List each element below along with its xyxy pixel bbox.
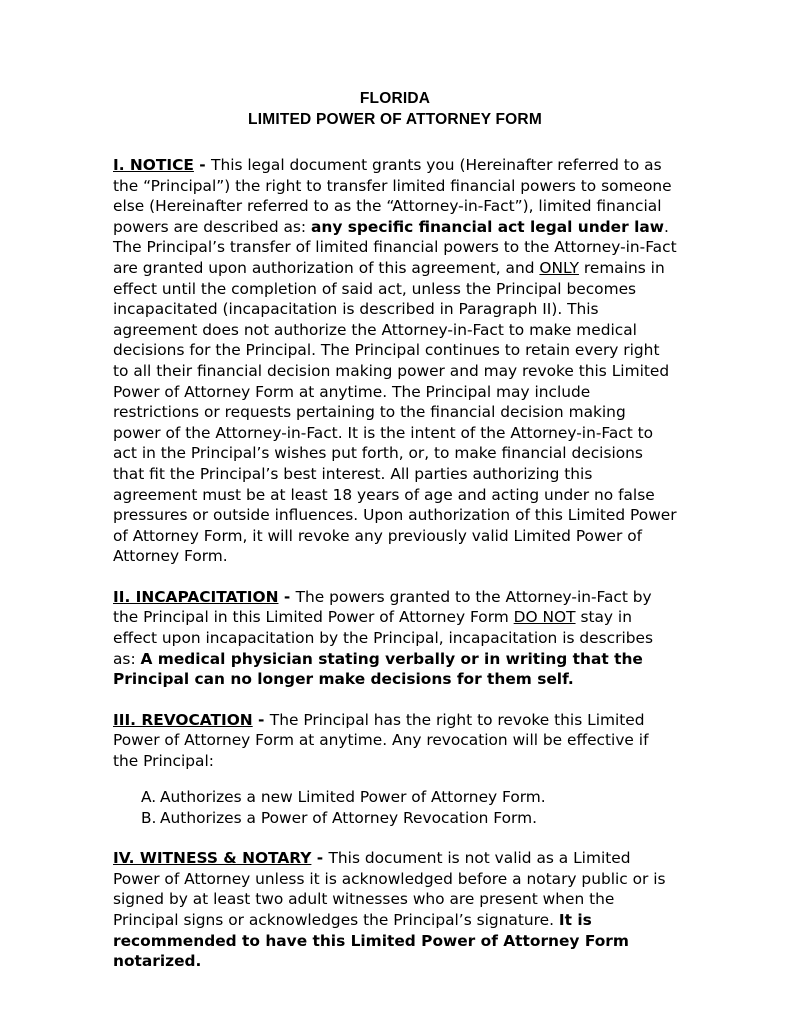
section-incapacitation-bold-phrase: A medical physician stating verbally or in writing that the Principal can no longer make decisions for them self. [113, 649, 643, 689]
list-item-text: Authorizes a Power of Attorney Revocation Form. [160, 808, 537, 827]
list-item-marker: A. [141, 788, 157, 807]
section-incapacitation-heading: II. INCAPACITATION [113, 587, 279, 606]
document-title-line-2: LIMITED POWER OF ATTORNEY FORM [248, 111, 542, 128]
section-notice-text-1: This legal document grants you (Hereinafter referred to as the “Principal”) the right to transfer limited financial powers to someone else (Hereinafter referred to as the “Attorney-in-Fact”), limited financial powers are described as: [113, 156, 672, 236]
section-revocation [113, 710, 677, 772]
section-notice [113, 155, 677, 567]
list-item-marker: B. [141, 808, 157, 827]
document-body [113, 88, 677, 987]
section-notice-heading: I. NOTICE [113, 156, 194, 174]
section-incapacitation-text-2: stay in effect upon incapacitation by the Principal, incapacitation is describes as: [113, 608, 653, 668]
section-revocation-dash: - [252, 710, 270, 729]
section-notice-bold-phrase: any specific financial act legal under law [311, 217, 664, 236]
section-witness-notary-bold-phrase: It is recommended to have this Limited Power of Attorney Form notarized. [113, 910, 629, 971]
revocation-list [113, 787, 677, 828]
list-item [113, 808, 677, 829]
section-witness-notary-heading: IV. WITNESS & NOTARY [113, 849, 312, 868]
section-witness-notary-text: This document is not valid as a Limited Power of Attorney unless it is acknowledged before a notary public or is signed by at least two adult witnesses who are present when the Principal signs or acknowledges the Principal’s signature. [113, 849, 666, 929]
section-notice-dash: - [193, 156, 212, 174]
list-item [113, 787, 677, 808]
section-revocation-heading: III. REVOCATION [113, 710, 253, 729]
document-title [113, 88, 677, 130]
section-incapacitation [113, 587, 677, 690]
section-incapacitation-underline-phrase: DO NOT [513, 608, 576, 627]
section-revocation-text: The Principal has the right to revoke this Limited Power of Attorney Form at anytime. Any revocation will be effective if the Principal: [113, 710, 649, 771]
section-notice-text-2: . The Principal’s transfer of limited financial powers to the Attorney-in-Fact are granted upon authorization of this agreement, and [113, 217, 677, 277]
section-incapacitation-dash: - [278, 587, 296, 606]
list-item-text: Authorizes a new Limited Power of Attorney Form. [160, 788, 546, 807]
section-witness-notary [113, 848, 677, 972]
document-title-line-1: FLORIDA [359, 90, 431, 107]
section-incapacitation-text-1: The powers granted to the Attorney-in-Fact by the Principal in this Limited Power of Attorney Form [113, 587, 652, 627]
section-notice-text-3: remains in effect until the completion of said act, unless the Principal becomes incapacitated (incapacitation is described in Paragraph II). This agreement does not authorize the Attorney-in-Fact to make medical decisions for the Principal. The Principal continues to retain every right to all their financial decision making power and may revoke this Limited Power of Attorney Form at anytime. The Principal may include restrictions or requests pertaining to the financial decision making power of the Attorney-in-Fact. It is the intent of the Attorney-in-Fact to act in the Principal’s wishes put forth, or, to make financial decisions that fit the Principal’s best interest. All parties authorizing this agreement must be at least 18 years of age and acting under no false pressures or outside influences. Upon authorization of this Limited Power of Attorney Form, it will revoke any previously valid Limited Power of Attorney Form. [113, 258, 677, 566]
section-notice-underline-phrase: ONLY [539, 258, 579, 277]
section-witness-notary-dash: - [311, 849, 329, 868]
